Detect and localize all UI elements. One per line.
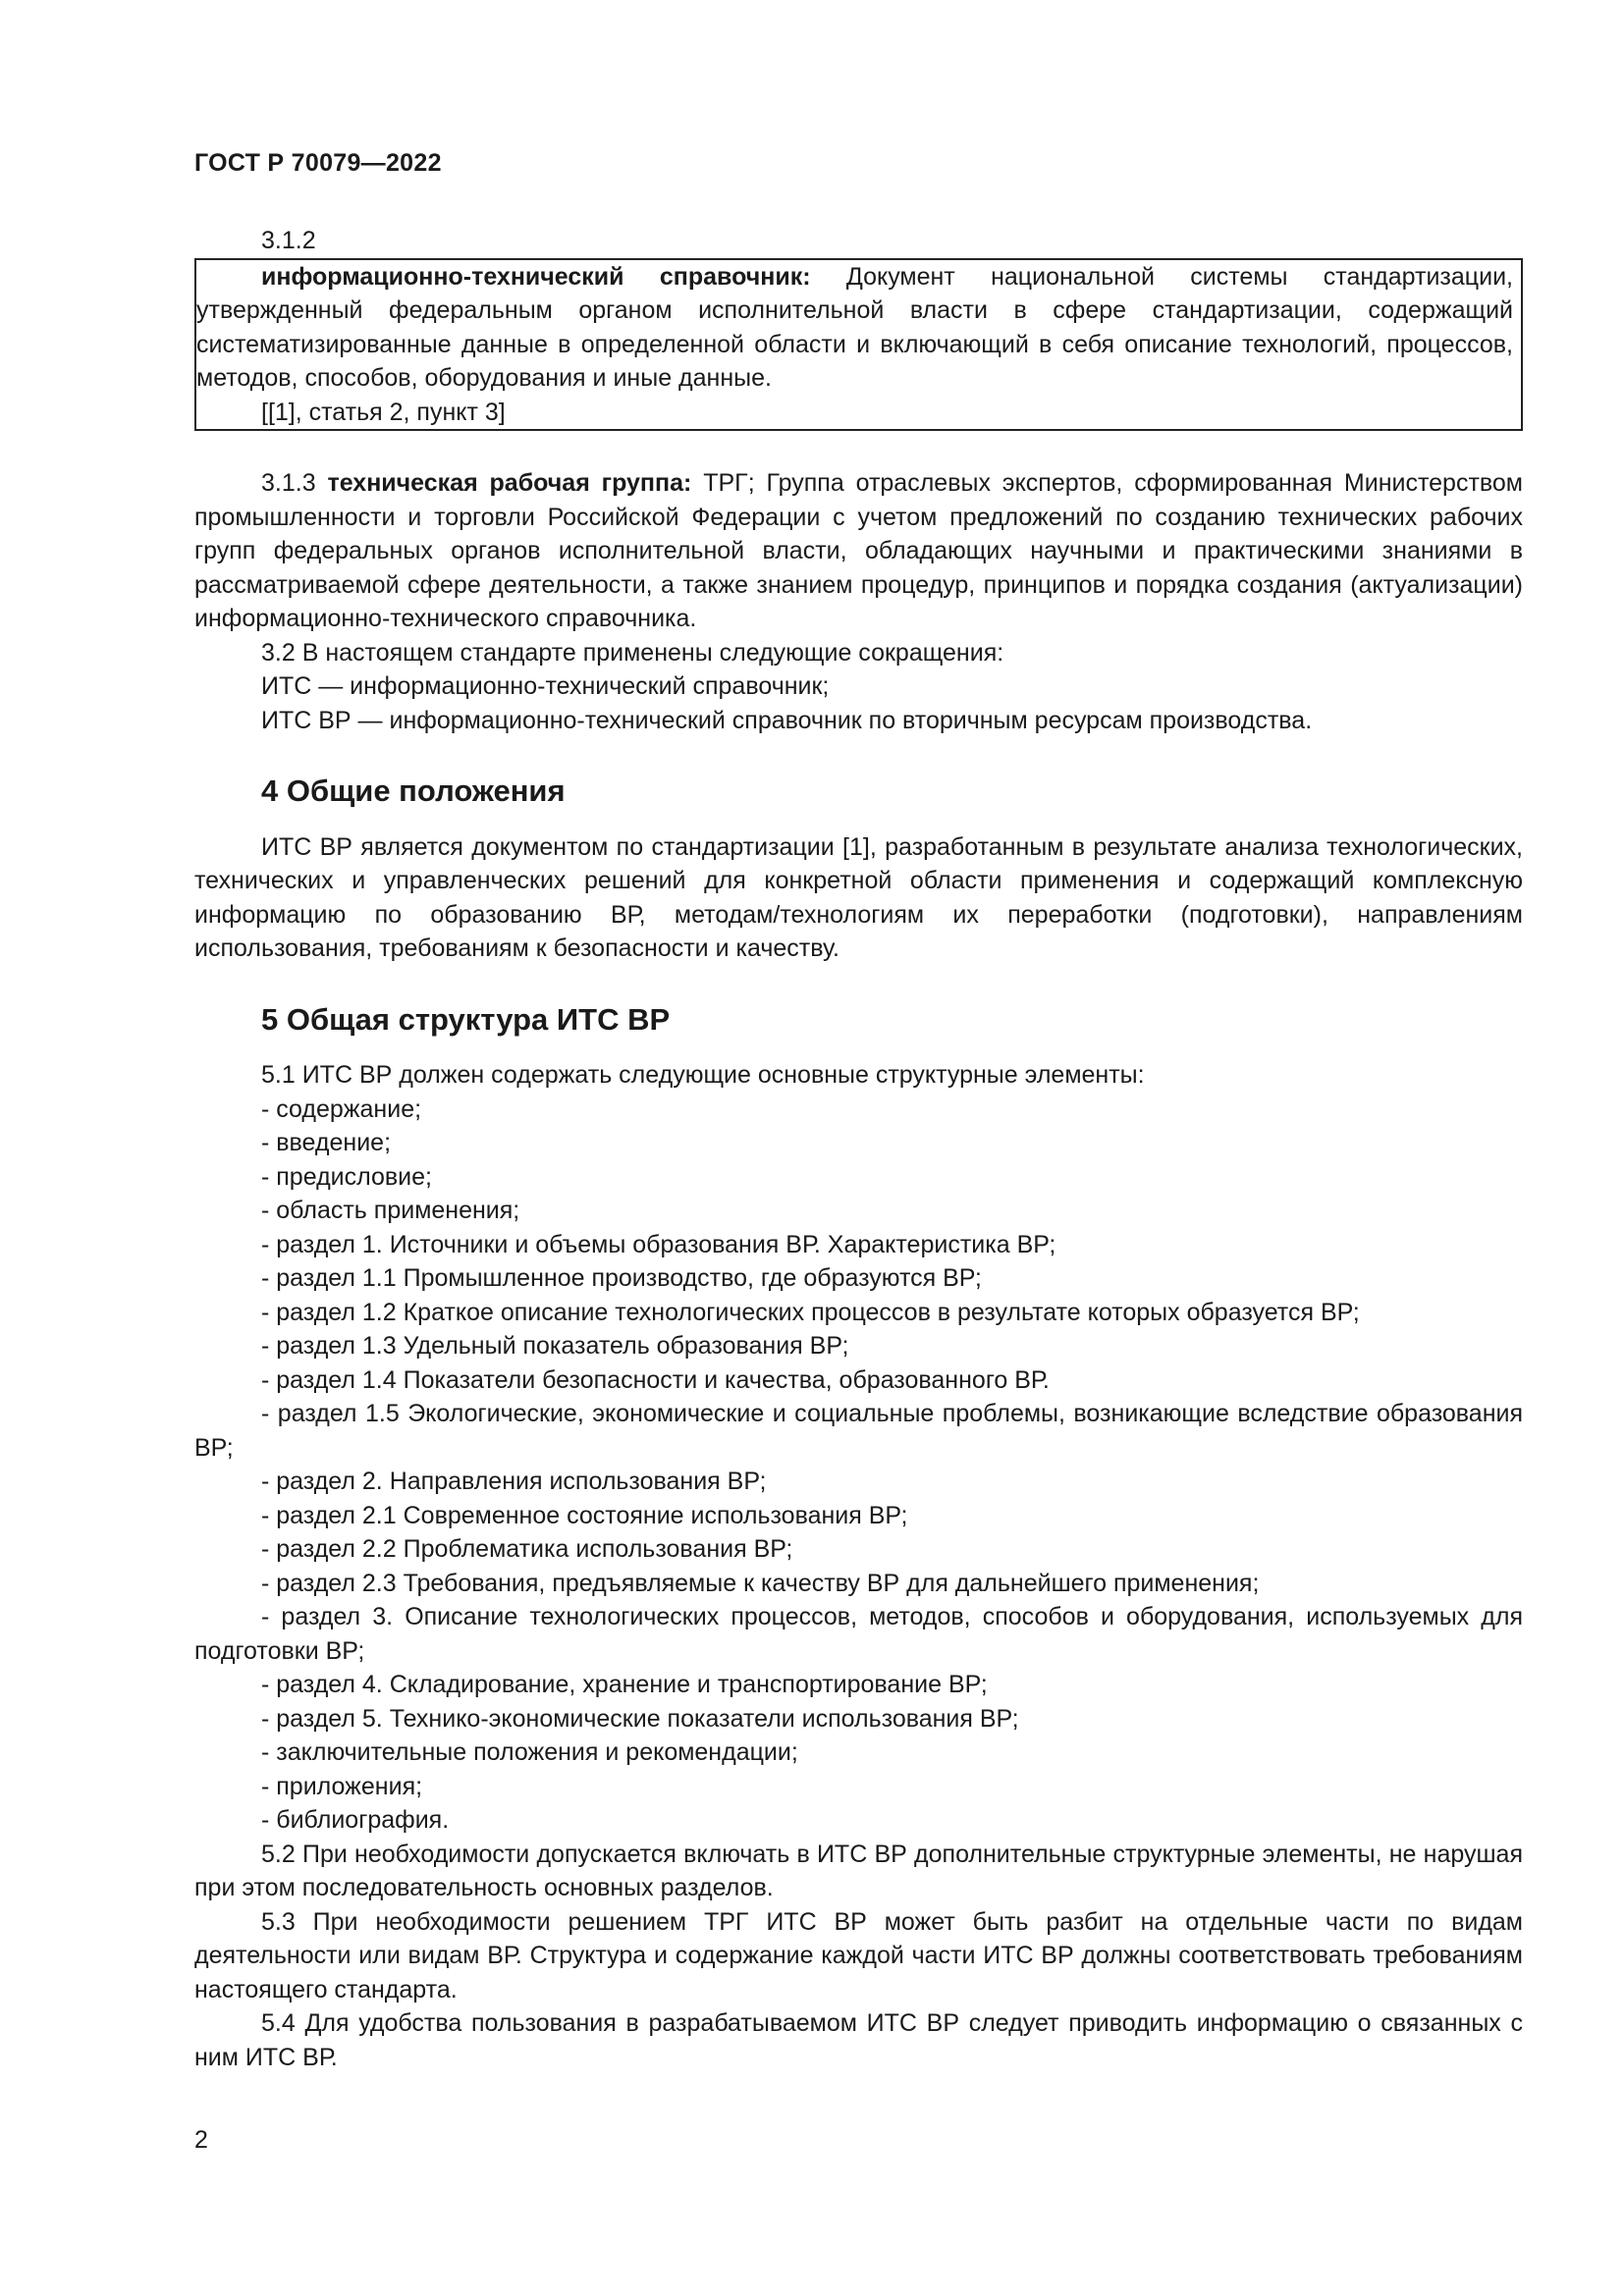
abbreviation-item: ИТС ВР — информационно-технический справочник по вторичным ресурсам производства. [261,706,1313,734]
paragraph-5-2: 5.2 При необходимости допускается включать в ИТС ВР дополнительные структурные элементы, не нарушая при этом последовательность основных разделов. [194,1840,1523,1901]
section-4-heading: 4 Общие положения [261,774,566,808]
list-item: - раздел 1.2 Краткое описание технологических процессов в результате которых образуется ВР; [261,1298,1360,1326]
list-item: - введение; [261,1129,392,1156]
list-item: - приложения; [261,1772,423,1800]
list-item: - раздел 1.5 Экологические, экономические и социальные проблемы, возникающие вследствие образования ВР; [194,1400,1523,1462]
list-item: - раздел 1.4 Показатели безопасности и качества, образованного ВР. [261,1365,1050,1394]
list-item: - раздел 2.2 Проблематика использования ВР; [261,1535,793,1563]
list-item: - раздел 4. Складирование, хранение и транспортирование ВР; [261,1671,988,1698]
definition-313-term: техническая рабочая группа: [327,469,692,497]
definition-313-number: 3.1.3 [261,469,328,497]
list-item: - содержание; [261,1095,422,1123]
paragraph-5-4: 5.4 Для удобства пользования в разрабатываемом ИТС ВР следует приводить информацию о связанных с ним ИТС ВР. [194,2009,1523,2071]
definition-text [196,260,1513,396]
definition-term: информационно-технический справочник: [261,262,811,291]
paragraph-5-1: 5.1 ИТС ВР должен содержать следующие основные структурные элементы: [261,1061,1145,1089]
list-item: - область применения; [261,1197,520,1224]
paragraph-5-3: 5.3 При необходимости решением ТРГ ИТС ВР может быть разбит на отдельные части по видам деятельности или видам ВР. Структура и содержание каждой части ИТС ВР должны соответствовать требованиям настоящего стандарта. [194,1907,1523,2003]
list-item: - раздел 1.3 Удельный показатель образования ВР; [261,1332,849,1360]
list-item: - предисловие; [261,1162,432,1191]
abbreviation-item: ИТС — информационно-технический справочник; [261,672,830,700]
definition-313 [194,466,1523,636]
definition-313-body: ТРГ; Группа отраслевых экспертов, сформированная Министерством промышленности и торговли Российской Федерации с учетом предложений по созданию технических рабочих групп федеральных органов исполнительной власти, обладающих научными и практическими знаниями в рассматриваемой сфере деятельности, а также знанием процедур, принципов и порядка создания (актуализации) информационно-технического справочника. [194,469,1523,632]
document-code-header: ГОСТ Р 70079—2022 [194,149,442,177]
list-item: - раздел 2.3 Требования, предъявляемые к качеству ВР для дальнейшего применения; [261,1569,1260,1597]
list-item: - заключительные положения и рекомендации; [261,1738,798,1766]
page-content [194,224,1523,2074]
section-5-heading: 5 Общая структура ИТС ВР [261,1001,671,1037]
definition-body: Документ национальной системы стандартизации, утвержденный федеральным органом исполнительной власти в сфере стандартизации, содержащий систематизированные данные в определенной области и включающий в себя описание технологий, процессов, методов, способов, оборудования и иные данные. [196,262,1513,392]
section-4-paragraph: ИТС ВР является документом по стандартизации [1], разработанным в результате анализа технологических, технических и управленческих решений для конкретной области применения и содержащий комплексную информацию по образованию ВР, методам/технологиям их переработки (подготовки), направлениям использования, требованиям к безопасности и качеству. [194,832,1523,962]
list-item: - раздел 2.1 Современное состояние использования ВР; [261,1501,908,1529]
page-number: 2 [194,2126,208,2154]
list-item: - раздел 3. Описание технологических процессов, методов, способов и оборудования, используемых для подготовки ВР; [194,1603,1523,1665]
list-item: - раздел 5. Технико-экономические показатели использования ВР; [261,1704,1019,1733]
list-item: - раздел 1. Источники и объемы образования ВР. Характеристика ВР; [261,1230,1056,1258]
abbreviations-intro: 3.2 В настоящем стандарте применены следующие сокращения: [261,638,1004,667]
list-item: - библиография. [261,1806,450,1834]
list-item: - раздел 2. Направления использования ВР; [261,1468,767,1495]
definition-source: [[1], статья 2, пункт 3] [261,398,506,426]
definition-box [194,258,1523,432]
definition-number: 3.1.2 [261,227,316,254]
list-item: - раздел 1.1 Промышленное производство, где образуются ВР; [261,1264,982,1292]
